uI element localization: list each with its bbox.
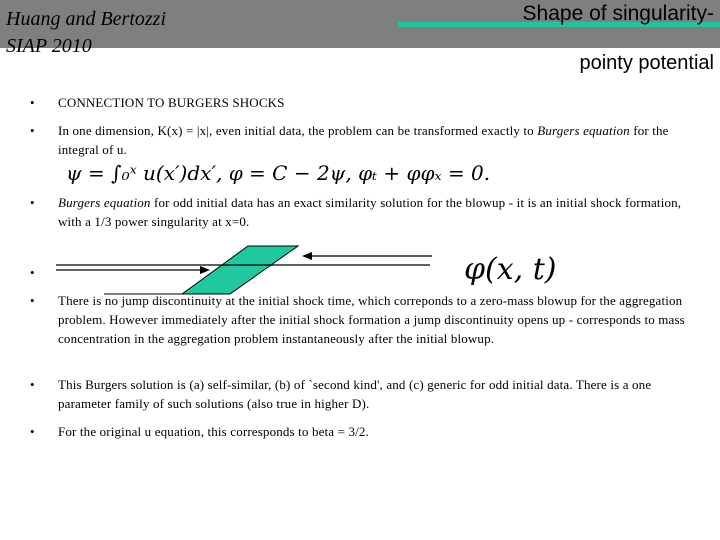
author-citation [6,6,166,60]
bullet-marker: • [30,195,35,210]
bullet-emphasis: Burgers equation [58,195,151,210]
bullet-marker: • [30,95,35,110]
bullet-no-jump: There is no jump discontinuity at the initial shock time, which correponds to a zero-mass blowup for the aggregation problem. However immediately after the initial shock formation a jump discontinuity opens up - corresponds to mass concentration in the aggregation problem instantaneously after the initial blowup. [58,293,685,346]
bullet-emphasis: Burgers equation [537,123,630,138]
shock-profile-diagram [50,238,450,296]
journal-year: SIAP 2010 [6,35,92,57]
bullet-text: for odd initial data has an exact similarity solution for the blowup - it is an initial shock formation, with a 1/3 power singularity at x=0. [58,195,682,229]
bullet-similarity [58,193,698,231]
bullet-text: In one dimension, K(x) = |x|, even initial data, the problem can be transformed exactly to [58,123,538,138]
bullet-connection: CONNECTION TO BURGERS SHOCKS [58,95,285,110]
slide-title: Shape of singularity- [522,2,714,25]
bullet-marker: • [30,424,35,439]
bullet-beta: For the original u equation, this corresponds to beta = 3/2. [58,424,369,439]
arrowhead-left [302,252,312,260]
bullet-marker: • [30,293,35,308]
bullet-marker: • [30,377,35,392]
bullet-marker: • [30,265,35,280]
bullet-self-similar: This Burgers solution is (a) self-similar, (b) of `second kind', and (c) generic for odd initial data. There is a one parameter family of such solutions (also true in higher D). [58,377,652,411]
bullet-text: for the integral of u. [58,123,669,157]
phi-label: φ(x, t) [464,252,557,287]
bullet-marker: • [30,123,35,138]
bullet-transform [58,121,698,159]
slide-subtitle: pointy potential [579,52,714,74]
transform-equation: ψ = ∫₀ˣ u(x′)dx′, φ = C − 2ψ, φₜ + φφₓ = 0. [66,161,491,185]
arrowhead-right [200,266,210,274]
author-names: Huang and Bertozzi [6,8,166,30]
